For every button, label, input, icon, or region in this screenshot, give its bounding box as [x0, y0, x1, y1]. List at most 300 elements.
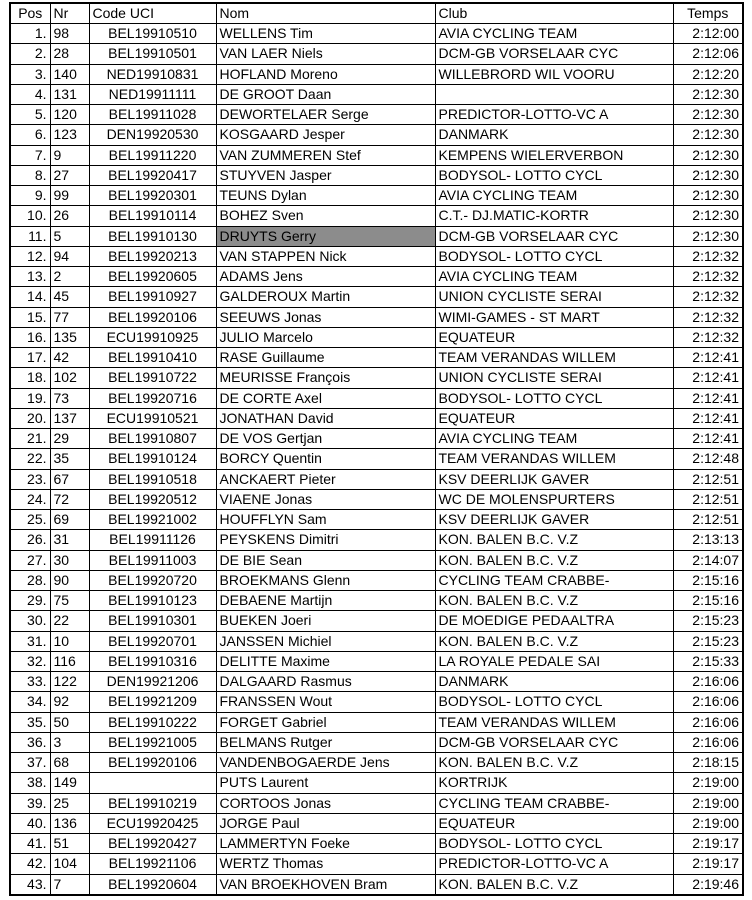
cell-nom: JANSSEN Michiel: [216, 631, 435, 651]
table-row: [10, 753, 743, 773]
cell-nr: 99: [50, 186, 89, 206]
cell-nom: HOUFFLYN Sam: [216, 510, 435, 530]
cell-nom: PUTS Laurent: [216, 773, 435, 793]
cell-code-uci: BEL19920301: [89, 186, 216, 206]
cell-nr: 31: [50, 530, 89, 550]
cell-club: KON. BALEN B.C. V.Z: [435, 530, 673, 550]
cell-temps: 2:12:00: [673, 24, 743, 44]
cell-club: KORTRIJK: [435, 773, 673, 793]
cell-nr: 75: [50, 591, 89, 611]
cell-pos: 31.: [10, 631, 50, 651]
cell-nr: 94: [50, 246, 89, 266]
cell-nom: KOSGAARD Jesper: [216, 125, 435, 145]
table-row: [10, 388, 743, 408]
cell-club: LA ROYALE PEDALE SAI: [435, 651, 673, 671]
cell-nr: 69: [50, 510, 89, 530]
cell-temps: 2:18:15: [673, 753, 743, 773]
cell-nom: DELITTE Maxime: [216, 651, 435, 671]
cell-code-uci: BEL19920716: [89, 388, 216, 408]
cell-nr: 123: [50, 125, 89, 145]
cell-club: KON. BALEN B.C. V.Z: [435, 631, 673, 651]
cell-temps: 2:12:32: [673, 267, 743, 287]
cell-pos: 5.: [10, 105, 50, 125]
cell-nr: 90: [50, 570, 89, 590]
cell-club: KSV DEERLIJK GAVER: [435, 469, 673, 489]
cell-pos: 42.: [10, 854, 50, 874]
cell-club: KEMPENS WIELERVERBON: [435, 145, 673, 165]
cell-nom: VAN BROEKHOVEN Bram: [216, 874, 435, 895]
cell-nr: 68: [50, 753, 89, 773]
cell-code-uci: BEL19920604: [89, 874, 216, 895]
table-row: [10, 773, 743, 793]
cell-nr: 120: [50, 105, 89, 125]
cell-code-uci: BEL19921002: [89, 510, 216, 530]
cell-pos: 4.: [10, 84, 50, 104]
cell-nom: BROEKMANS Glenn: [216, 570, 435, 590]
cell-club: AVIA CYCLING TEAM: [435, 429, 673, 449]
cell-temps: 2:12:32: [673, 246, 743, 266]
cell-temps: 2:15:16: [673, 591, 743, 611]
cell-club: EQUATEUR: [435, 327, 673, 347]
table-row: [10, 145, 743, 165]
cell-temps: 2:15:33: [673, 651, 743, 671]
cell-nom: BOHEZ Sven: [216, 206, 435, 226]
cell-pos: 1.: [10, 24, 50, 44]
cell-club: BODYSOL- LOTTO CYCL: [435, 165, 673, 185]
cell-pos: 9.: [10, 186, 50, 206]
cell-club: BODYSOL- LOTTO CYCL: [435, 834, 673, 854]
cell-club: AVIA CYCLING TEAM: [435, 24, 673, 44]
cell-temps: 2:12:51: [673, 510, 743, 530]
cell-pos: 26.: [10, 530, 50, 550]
cell-club: EQUATEUR: [435, 408, 673, 428]
cell-nr: 42: [50, 348, 89, 368]
cell-nom: DE BIE Sean: [216, 550, 435, 570]
cell-pos: 28.: [10, 570, 50, 590]
cell-code-uci: NED19911111: [89, 84, 216, 104]
table-row: [10, 267, 743, 287]
cell-temps: 2:12:41: [673, 348, 743, 368]
cell-code-uci: NED19910831: [89, 64, 216, 84]
cell-club: [435, 84, 673, 104]
cell-nr: 10: [50, 631, 89, 651]
cell-pos: 35.: [10, 712, 50, 732]
cell-nr: 116: [50, 651, 89, 671]
cell-nr: 122: [50, 672, 89, 692]
cell-pos: 37.: [10, 753, 50, 773]
cell-temps: 2:19:17: [673, 854, 743, 874]
cell-pos: 12.: [10, 246, 50, 266]
cell-nr: 7: [50, 874, 89, 895]
cell-nom: BELMANS Rutger: [216, 732, 435, 752]
cell-pos: 10.: [10, 206, 50, 226]
cell-temps: 2:15:23: [673, 631, 743, 651]
table-row: [10, 24, 743, 44]
table-row: [10, 348, 743, 368]
cell-club: UNION CYCLISTE SERAI: [435, 287, 673, 307]
table-row: [10, 530, 743, 550]
cell-temps: 2:19:00: [673, 813, 743, 833]
cell-temps: 2:15:16: [673, 570, 743, 590]
cell-nom: STUYVEN Jasper: [216, 165, 435, 185]
cell-code-uci: ECU19910521: [89, 408, 216, 428]
cell-nom: FRANSSEN Wout: [216, 692, 435, 712]
cell-code-uci: BEL19911126: [89, 530, 216, 550]
cell-nom: PEYSKENS Dimitri: [216, 530, 435, 550]
cell-pos: 43.: [10, 874, 50, 895]
cell-temps: 2:19:46: [673, 874, 743, 895]
cell-nr: 2: [50, 267, 89, 287]
cell-nom: WERTZ Thomas: [216, 854, 435, 874]
header-nr: Nr: [50, 3, 89, 24]
cell-nr: 28: [50, 44, 89, 64]
cell-nom: VAN ZUMMEREN Stef: [216, 145, 435, 165]
table-row: [10, 408, 743, 428]
table-row: [10, 550, 743, 570]
table-row: [10, 813, 743, 833]
cell-pos: 27.: [10, 550, 50, 570]
table-row: [10, 489, 743, 509]
table-row: [10, 84, 743, 104]
cell-temps: 2:12:32: [673, 287, 743, 307]
cell-pos: 39.: [10, 793, 50, 813]
cell-code-uci: ECU19910925: [89, 327, 216, 347]
cell-nr: 137: [50, 408, 89, 428]
cell-temps: 2:15:23: [673, 611, 743, 631]
cell-nom: WELLENS Tim: [216, 24, 435, 44]
cell-temps: 2:19:17: [673, 834, 743, 854]
cell-nom: JORGE Paul: [216, 813, 435, 833]
cell-club: TEAM VERANDAS WILLEM: [435, 712, 673, 732]
cell-club: EQUATEUR: [435, 813, 673, 833]
table-row: [10, 64, 743, 84]
cell-pos: 33.: [10, 672, 50, 692]
cell-code-uci: BEL19910316: [89, 651, 216, 671]
table-row: [10, 165, 743, 185]
cell-temps: 2:12:30: [673, 226, 743, 246]
cell-temps: 2:14:07: [673, 550, 743, 570]
cell-club: TEAM VERANDAS WILLEM: [435, 348, 673, 368]
cell-club: PREDICTOR-LOTTO-VC A: [435, 854, 673, 874]
header-club: Club: [435, 3, 673, 24]
cell-club: KSV DEERLIJK GAVER: [435, 510, 673, 530]
cell-nom: ADAMS Jens: [216, 267, 435, 287]
cell-pos: 2.: [10, 44, 50, 64]
cell-code-uci: BEL19910501: [89, 44, 216, 64]
cell-code-uci: BEL19920106: [89, 307, 216, 327]
cell-nom: HOFLAND Moreno: [216, 64, 435, 84]
cell-club: DANMARK: [435, 125, 673, 145]
header-row: [10, 3, 743, 24]
cell-pos: 20.: [10, 408, 50, 428]
header-temps: Temps: [673, 3, 743, 24]
table-row: [10, 651, 743, 671]
cell-nom: BUEKEN Joeri: [216, 611, 435, 631]
cell-temps: 2:13:13: [673, 530, 743, 550]
cell-nom: ANCKAERT Pieter: [216, 469, 435, 489]
table-row: [10, 287, 743, 307]
cell-club: UNION CYCLISTE SERAI: [435, 368, 673, 388]
cell-nr: 3: [50, 732, 89, 752]
cell-code-uci: DEN19920530: [89, 125, 216, 145]
table-row: [10, 834, 743, 854]
table-row: [10, 854, 743, 874]
table-row: [10, 631, 743, 651]
cell-pos: 18.: [10, 368, 50, 388]
cell-temps: 2:12:20: [673, 64, 743, 84]
cell-nr: 29: [50, 429, 89, 449]
cell-nom: SEEUWS Jonas: [216, 307, 435, 327]
cell-code-uci: BEL19910301: [89, 611, 216, 631]
cell-club: KON. BALEN B.C. V.Z: [435, 591, 673, 611]
cell-code-uci: BEL19911003: [89, 550, 216, 570]
cell-pos: 30.: [10, 611, 50, 631]
cell-pos: 3.: [10, 64, 50, 84]
cell-code-uci: BEL19920213: [89, 246, 216, 266]
cell-nr: 51: [50, 834, 89, 854]
cell-code-uci: BEL19910927: [89, 287, 216, 307]
cell-temps: 2:12:51: [673, 489, 743, 509]
cell-pos: 13.: [10, 267, 50, 287]
cell-pos: 32.: [10, 651, 50, 671]
cell-pos: 16.: [10, 327, 50, 347]
cell-club: TEAM VERANDAS WILLEM: [435, 449, 673, 469]
cell-code-uci: BEL19920417: [89, 165, 216, 185]
cell-pos: 22.: [10, 449, 50, 469]
cell-pos: 34.: [10, 692, 50, 712]
cell-nr: 149: [50, 773, 89, 793]
cell-club: WC DE MOLENSPURTERS: [435, 489, 673, 509]
cell-code-uci: BEL19920720: [89, 570, 216, 590]
cell-code-uci: BEL19910222: [89, 712, 216, 732]
table-row: [10, 44, 743, 64]
cell-nom: TEUNS Dylan: [216, 186, 435, 206]
cell-nom: JULIO Marcelo: [216, 327, 435, 347]
cell-temps: 2:12:30: [673, 84, 743, 104]
cell-pos: 8.: [10, 165, 50, 185]
cell-code-uci: BEL19920106: [89, 753, 216, 773]
cell-nr: 26: [50, 206, 89, 226]
cell-pos: 14.: [10, 287, 50, 307]
cell-code-uci: BEL19910124: [89, 449, 216, 469]
cell-club: BODYSOL- LOTTO CYCL: [435, 692, 673, 712]
cell-nr: 102: [50, 368, 89, 388]
table-row: [10, 793, 743, 813]
table-row: [10, 226, 743, 246]
table-header: [10, 3, 743, 24]
cell-nr: 92: [50, 692, 89, 712]
cell-nr: 72: [50, 489, 89, 509]
cell-club: CYCLING TEAM CRABBE-: [435, 793, 673, 813]
cell-code-uci: BEL19910722: [89, 368, 216, 388]
cell-club: DANMARK: [435, 672, 673, 692]
cell-temps: 2:12:30: [673, 105, 743, 125]
cell-nr: 131: [50, 84, 89, 104]
table-row: [10, 246, 743, 266]
cell-temps: 2:12:32: [673, 307, 743, 327]
cell-pos: 25.: [10, 510, 50, 530]
cell-nom: JONATHAN David: [216, 408, 435, 428]
table-row: [10, 206, 743, 226]
cell-temps: 2:12:41: [673, 368, 743, 388]
cell-temps: 2:12:51: [673, 469, 743, 489]
cell-nom: LAMMERTYN Foeke: [216, 834, 435, 854]
cell-pos: 17.: [10, 348, 50, 368]
cell-nom: DEWORTELAER Serge: [216, 105, 435, 125]
cell-temps: 2:12:30: [673, 206, 743, 226]
cell-pos: 24.: [10, 489, 50, 509]
cell-nr: 73: [50, 388, 89, 408]
cell-pos: 29.: [10, 591, 50, 611]
table-row: [10, 186, 743, 206]
table-row: [10, 449, 743, 469]
cell-pos: 21.: [10, 429, 50, 449]
cell-temps: 2:16:06: [673, 712, 743, 732]
cell-nr: 27: [50, 165, 89, 185]
cell-temps: 2:16:06: [673, 672, 743, 692]
cell-pos: 41.: [10, 834, 50, 854]
cell-temps: 2:16:06: [673, 732, 743, 752]
results-table: [9, 2, 744, 896]
table-row: [10, 672, 743, 692]
cell-nr: 9: [50, 145, 89, 165]
cell-club: CYCLING TEAM CRABBE-: [435, 570, 673, 590]
cell-club: BODYSOL- LOTTO CYCL: [435, 388, 673, 408]
header-pos: Pos: [10, 3, 50, 24]
cell-nom: VIAENE Jonas: [216, 489, 435, 509]
cell-pos: 36.: [10, 732, 50, 752]
table-row: [10, 327, 743, 347]
cell-nr: 5: [50, 226, 89, 246]
table-row: [10, 732, 743, 752]
cell-nom: VAN LAER Niels: [216, 44, 435, 64]
table-row: [10, 611, 743, 631]
cell-nr: 35: [50, 449, 89, 469]
cell-pos: 7.: [10, 145, 50, 165]
cell-temps: 2:12:41: [673, 388, 743, 408]
cell-code-uci: ECU19920425: [89, 813, 216, 833]
cell-code-uci: BEL19920512: [89, 489, 216, 509]
cell-temps: 2:12:48: [673, 449, 743, 469]
cell-nom: VANDENBOGAERDE Jens: [216, 753, 435, 773]
cell-nr: 45: [50, 287, 89, 307]
cell-club: KON. BALEN B.C. V.Z: [435, 874, 673, 895]
table-row: [10, 105, 743, 125]
header-code-uci: Code UCI: [89, 3, 216, 24]
cell-code-uci: BEL19910510: [89, 24, 216, 44]
cell-club: DCM-GB VORSELAAR CYC: [435, 226, 673, 246]
cell-club: DCM-GB VORSELAAR CYC: [435, 44, 673, 64]
cell-code-uci: BEL19920427: [89, 834, 216, 854]
cell-code-uci: BEL19910518: [89, 469, 216, 489]
cell-pos: 40.: [10, 813, 50, 833]
cell-pos: 19.: [10, 388, 50, 408]
cell-code-uci: BEL19910114: [89, 206, 216, 226]
cell-code-uci: BEL19911028: [89, 105, 216, 125]
cell-club: AVIA CYCLING TEAM: [435, 186, 673, 206]
cell-club: WIMI-GAMES - ST MART: [435, 307, 673, 327]
cell-nr: 140: [50, 64, 89, 84]
cell-code-uci: BEL19921005: [89, 732, 216, 752]
cell-nom: DALGAARD Rasmus: [216, 672, 435, 692]
cell-nr: 30: [50, 550, 89, 570]
cell-code-uci: BEL19921106: [89, 854, 216, 874]
table-row: [10, 510, 743, 530]
table-row: [10, 368, 743, 388]
cell-code-uci: DEN19921206: [89, 672, 216, 692]
cell-nr: 136: [50, 813, 89, 833]
cell-club: KON. BALEN B.C. V.Z: [435, 753, 673, 773]
table-row: [10, 712, 743, 732]
cell-nr: 67: [50, 469, 89, 489]
cell-nom: DEBAENE Martijn: [216, 591, 435, 611]
cell-temps: 2:12:41: [673, 408, 743, 428]
cell-temps: 2:12:41: [673, 429, 743, 449]
cell-nr: 98: [50, 24, 89, 44]
cell-club: DCM-GB VORSELAAR CYC: [435, 732, 673, 752]
cell-nr: 77: [50, 307, 89, 327]
cell-temps: 2:12:30: [673, 125, 743, 145]
cell-code-uci: BEL19920701: [89, 631, 216, 651]
table-body: [10, 24, 743, 895]
cell-temps: 2:19:00: [673, 793, 743, 813]
table-row: [10, 692, 743, 712]
table-row: [10, 307, 743, 327]
cell-club: BODYSOL- LOTTO CYCL: [435, 246, 673, 266]
cell-code-uci: [89, 773, 216, 793]
cell-code-uci: BEL19911220: [89, 145, 216, 165]
cell-code-uci: BEL19910123: [89, 591, 216, 611]
cell-temps: 2:12:30: [673, 145, 743, 165]
table-row: [10, 570, 743, 590]
cell-temps: 2:12:06: [673, 44, 743, 64]
cell-nr: 135: [50, 327, 89, 347]
cell-nom: CORTOOS Jonas: [216, 793, 435, 813]
cell-nr: 104: [50, 854, 89, 874]
cell-club: KON. BALEN B.C. V.Z: [435, 550, 673, 570]
cell-nom: DRUYTS Gerry: [216, 226, 435, 246]
cell-club: C.T.- DJ.MATIC-KORTR: [435, 206, 673, 226]
cell-nom: DE GROOT Daan: [216, 84, 435, 104]
cell-temps: 2:12:30: [673, 186, 743, 206]
table-row: [10, 125, 743, 145]
cell-pos: 6.: [10, 125, 50, 145]
cell-nom: VAN STAPPEN Nick: [216, 246, 435, 266]
cell-nr: 50: [50, 712, 89, 732]
cell-pos: 11.: [10, 226, 50, 246]
cell-club: WILLEBRORD WIL VOORU: [435, 64, 673, 84]
cell-code-uci: BEL19921209: [89, 692, 216, 712]
table-row: [10, 874, 743, 895]
cell-temps: 2:16:06: [673, 692, 743, 712]
cell-nom: RASE Guillaume: [216, 348, 435, 368]
cell-club: DE MOEDIGE PEDAALTRA: [435, 611, 673, 631]
table-row: [10, 469, 743, 489]
cell-temps: 2:12:30: [673, 165, 743, 185]
cell-nom: MEURISSE François: [216, 368, 435, 388]
cell-nr: 22: [50, 611, 89, 631]
cell-temps: 2:19:00: [673, 773, 743, 793]
cell-nom: DE CORTE Axel: [216, 388, 435, 408]
header-nom: Nom: [216, 3, 435, 24]
cell-code-uci: BEL19910410: [89, 348, 216, 368]
cell-code-uci: BEL19910130: [89, 226, 216, 246]
cell-nom: BORCY Quentin: [216, 449, 435, 469]
cell-nom: GALDEROUX Martin: [216, 287, 435, 307]
cell-pos: 38.: [10, 773, 50, 793]
cell-club: PREDICTOR-LOTTO-VC A: [435, 105, 673, 125]
cell-nom: DE VOS Gertjan: [216, 429, 435, 449]
